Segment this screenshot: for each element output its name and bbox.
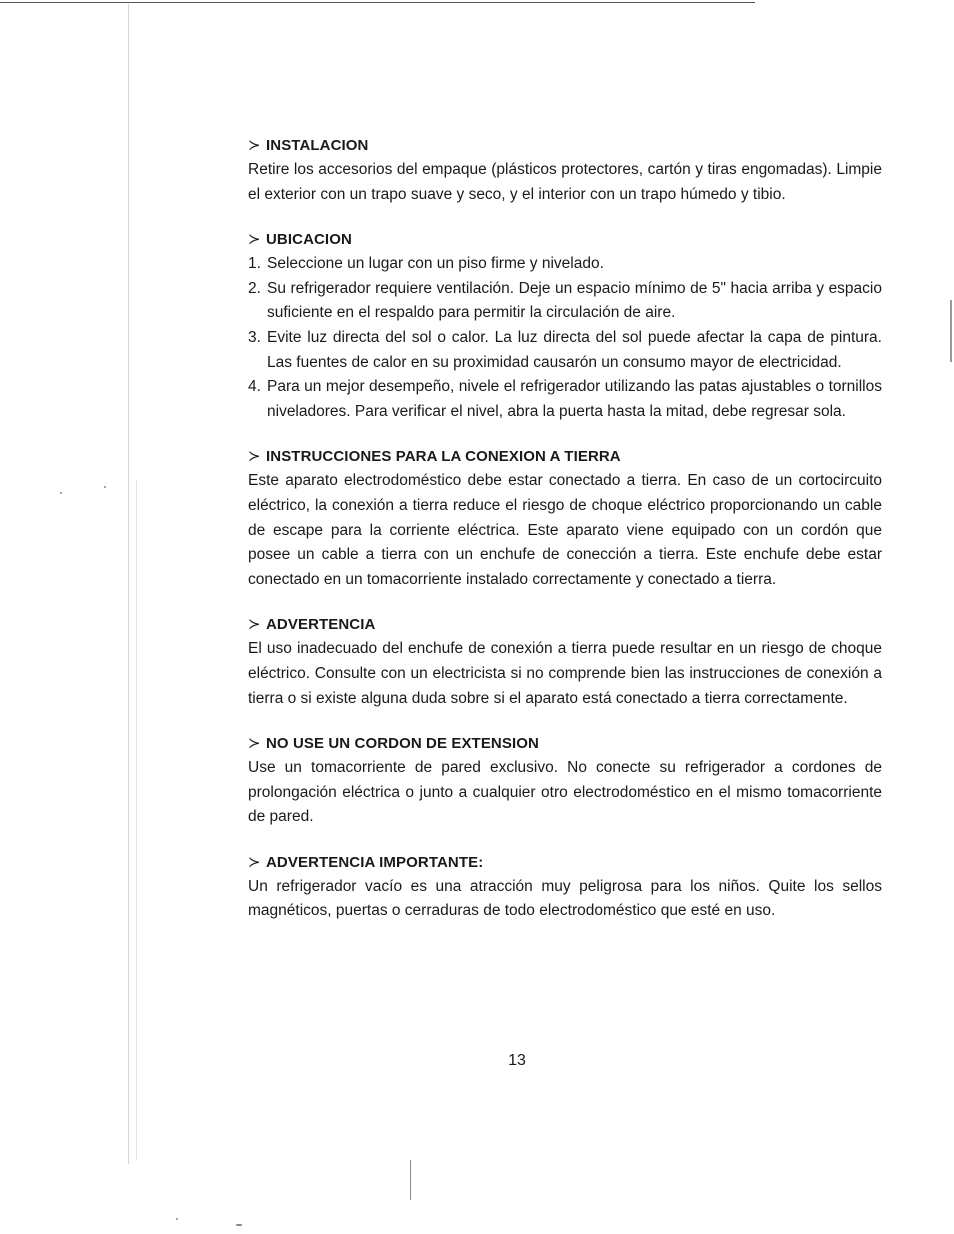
scan-speck xyxy=(60,492,62,494)
section-conexion-tierra xyxy=(248,445,882,592)
list-item-number: 1. xyxy=(248,255,261,273)
scan-speck xyxy=(410,1160,411,1200)
section-heading xyxy=(248,732,882,756)
section-title: INSTALACION xyxy=(266,137,369,154)
list-item xyxy=(248,375,882,424)
section-title: NO USE UN CORDON DE EXTENSION xyxy=(266,735,539,753)
section-advertencia xyxy=(248,613,882,711)
section-title: INSTRUCCIONES PARA LA CONEXION A TIERRA xyxy=(266,448,621,466)
section-cordon-extension xyxy=(248,732,882,830)
section-paragraph: Este aparato electrodoméstico debe estar conectado a tierra. En caso de un cortocircuito eléctrico, la conexión a tierra reduce el riesgo de choque eléctrico proporcionando un cable de escape para la corriente eléctrica. Este aparato viene equipado con un cordón que posee un cable a tierra con un enchufe de conección a tierra. Este enchufe debe estar conectado en un tomacorriente instalado correctamente y conectado a tierra. xyxy=(248,472,882,588)
list-item-text: Su refrigerador requiere ventilación. Deje un espacio mínimo de 5" hacia arriba y espacio suficiente en el respaldo para permitir la circulación de aire. xyxy=(267,279,882,322)
section-paragraph: Un refrigerador vacío es una atracción muy peligrosa para los niños. Quite los sellos magnéticos, puertas o cerraduras de todo electrodoméstico que esté en uso. xyxy=(248,877,882,920)
arrow-right-icon: ≻ xyxy=(248,853,261,871)
list-item xyxy=(248,252,882,277)
scan-speck xyxy=(236,1224,242,1226)
arrow-right-icon: ≻ xyxy=(248,448,261,466)
arrow-right-icon: ≻ xyxy=(248,616,261,634)
section-heading xyxy=(248,613,882,637)
list-item xyxy=(248,326,882,375)
section-ubicacion xyxy=(248,228,882,424)
section-paragraph: El uso inadecuado del enchufe de conexión a tierra puede resultar en un riesgo de choque eléctrico. Consulte con un electricista si no comprende bien las instrucciones de conexión a tierra o si existe alguna duda sobre si el aparato está conectado a tierra correctamente. xyxy=(248,640,882,707)
arrow-right-icon: ≻ xyxy=(248,137,261,154)
section-title: ADVERTENCIA IMPORTANTE: xyxy=(266,853,484,871)
scan-speck xyxy=(104,486,106,488)
arrow-right-icon: ≻ xyxy=(248,735,261,753)
document-page xyxy=(248,134,882,945)
list-item-number: 4. xyxy=(248,378,261,396)
section-advertencia-importante xyxy=(248,851,882,924)
section-title: UBICACION xyxy=(266,231,352,249)
list-item-text: Evite luz directa del sol o calor. La luz directa del sol puede afectar la capa de pintura. Las fuentes de calor en su proximidad causarón un consumo mayor de electricidad. xyxy=(267,328,882,371)
list-item-number: 2. xyxy=(248,279,261,297)
list-item-text: Seleccione un lugar con un piso firme y nivelado. xyxy=(267,255,604,273)
numbered-list xyxy=(248,252,882,424)
section-instalacion xyxy=(248,134,882,207)
section-heading xyxy=(248,228,882,252)
page-number: 13 xyxy=(508,1052,526,1069)
section-paragraph: Use un tomacorriente de pared exclusivo. No conecte su refrigerador a cordones de prolongación eléctrica o junto a cualquier otro electrodoméstico en el mismo tomacorriente de pared. xyxy=(248,759,882,826)
section-heading xyxy=(248,851,882,875)
top-rule xyxy=(0,2,755,3)
arrow-right-icon: ≻ xyxy=(248,231,261,249)
list-item xyxy=(248,277,882,326)
scan-mark xyxy=(950,300,952,362)
scan-speck xyxy=(176,1218,178,1220)
section-heading xyxy=(248,445,882,469)
section-paragraph: Retire los accesorios del empaque (plásticos protectores, cartón y tiras engomadas). Limpie el exterior con un trapo suave y seco, y el interior con un trapo húmedo y tibio. xyxy=(248,161,882,203)
section-title: ADVERTENCIA xyxy=(266,616,376,634)
list-item-number: 3. xyxy=(248,328,261,346)
binding-edge xyxy=(128,4,129,1164)
list-item-text: Para un mejor desempeño, nivele el refrigerador utilizando las patas ajustables o tornillos niveladores. Para verificar el nivel, abra la puerta hasta la mitad, debe regresar sola. xyxy=(267,378,882,420)
section-heading xyxy=(248,134,882,158)
